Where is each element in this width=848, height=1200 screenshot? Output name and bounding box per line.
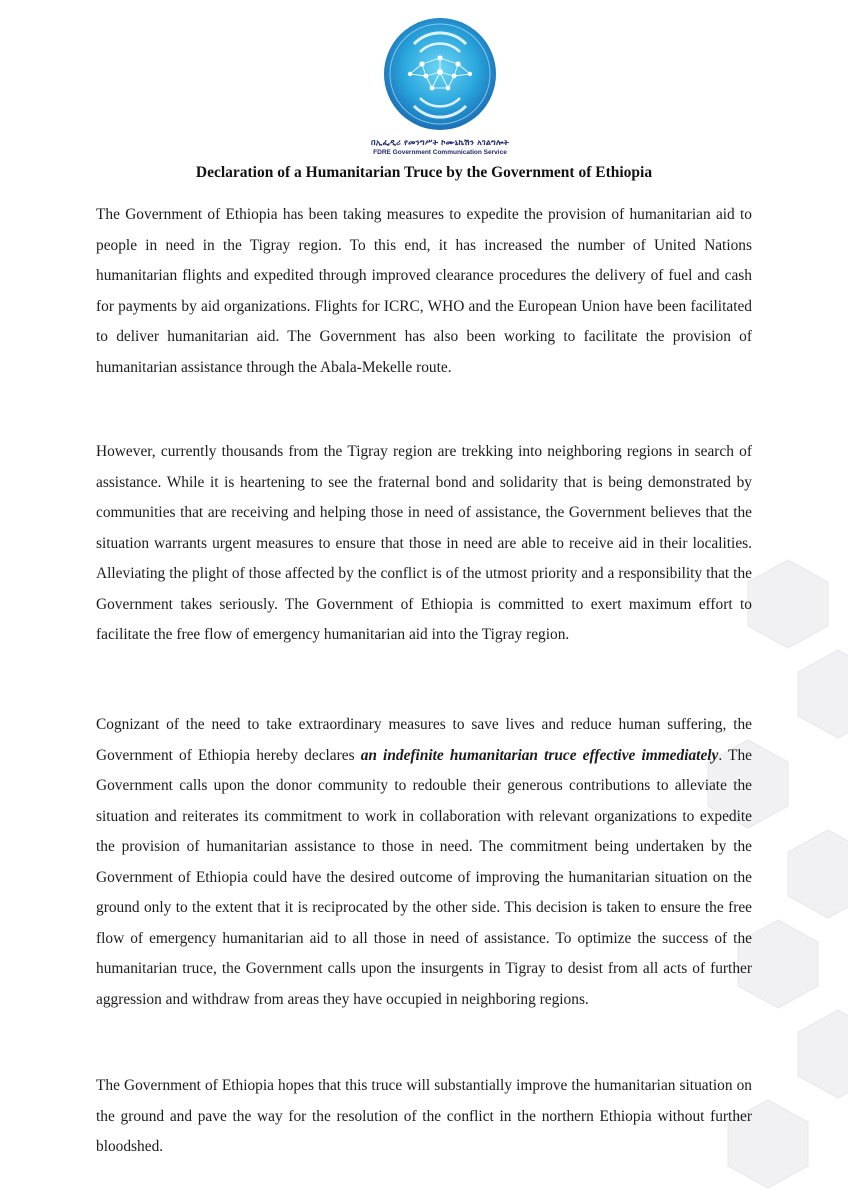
logo — [370, 14, 510, 156]
logo-amharic-text: በኢፌዲሪ የመንግሥት ኮሙኒኬሽን አገልግሎት — [370, 138, 510, 147]
paragraph-3-emphasis: an indefinite humanitarian truce effective immediately — [360, 746, 719, 764]
paragraph-4: The Government of Ethiopia hopes that this truce will substantially improve the humanitarian situation on the ground and pave the way for the resolution of the conflict in the northern Ethiopia without further bloodshed. — [96, 1077, 752, 1155]
paragraph-3 — [96, 710, 752, 1015]
paragraph-3-text-before: Cognizant of the need to take extraordinary measures to save lives and reduce human suffering, the Government of Ethiopia hereby declares — [96, 716, 752, 764]
paragraph-3-text-after: . The Government calls upon the donor community to redouble their generous contributions to alleviate the situation and reiterates its commitment to work in collaboration with relevant organizations to expedite the provision of humanitarian assistance to those in need. The commitment being undertaken by the Government of Ethiopia could have the desired outcome of improving the humanitarian situation on the ground only to the extent that it is reciprocated by the other side. This decision is taken to ensure the free flow of emergency humanitarian aid to all those in need of assistance. To optimize the success of the humanitarian truce, the Government calls upon the insurgents in Tigray to desist from all acts of further aggression and withdraw from areas they have occupied in neighboring regions. — [96, 746, 752, 1008]
paragraph-1: The Government of Ethiopia has been taking measures to expedite the provision of humanitarian aid to people in need in the Tigray region. To this end, it has increased the number of United Nations humanitarian flights and expedited through improved clearance procedures the delivery of fuel and cash for payments by aid organizations. Flights for ICRC, WHO and the European Union have been facilitated to deliver humanitarian aid. The Government has also been working to facilitate the provision of humanitarian assistance through the Abala-Mekelle route. — [96, 206, 752, 376]
page-title: Declaration of a Humanitarian Truce by the Government of Ethiopia — [195, 164, 653, 181]
gcs-network-logo-icon — [380, 14, 500, 134]
paragraph-2: However, currently thousands from the Tigray region are trekking into neighboring regions in search of assistance. While it is heartening to see the fraternal bond and solidarity that is being demonstrated by communities that are receiving and helping those in need of assistance, the Government believes that the situation warrants urgent measures to ensure that those in need are able to receive aid in their localities. Alleviating the plight of those affected by the conflict is of the utmost priority and a responsibility that the Government takes seriously. The Government of Ethiopia is committed to exert maximum effort to facilitate the free flow of emergency humanitarian aid into the Tigray region. — [96, 443, 752, 643]
logo-english-text: FDRE Government Communication Service — [373, 149, 507, 156]
